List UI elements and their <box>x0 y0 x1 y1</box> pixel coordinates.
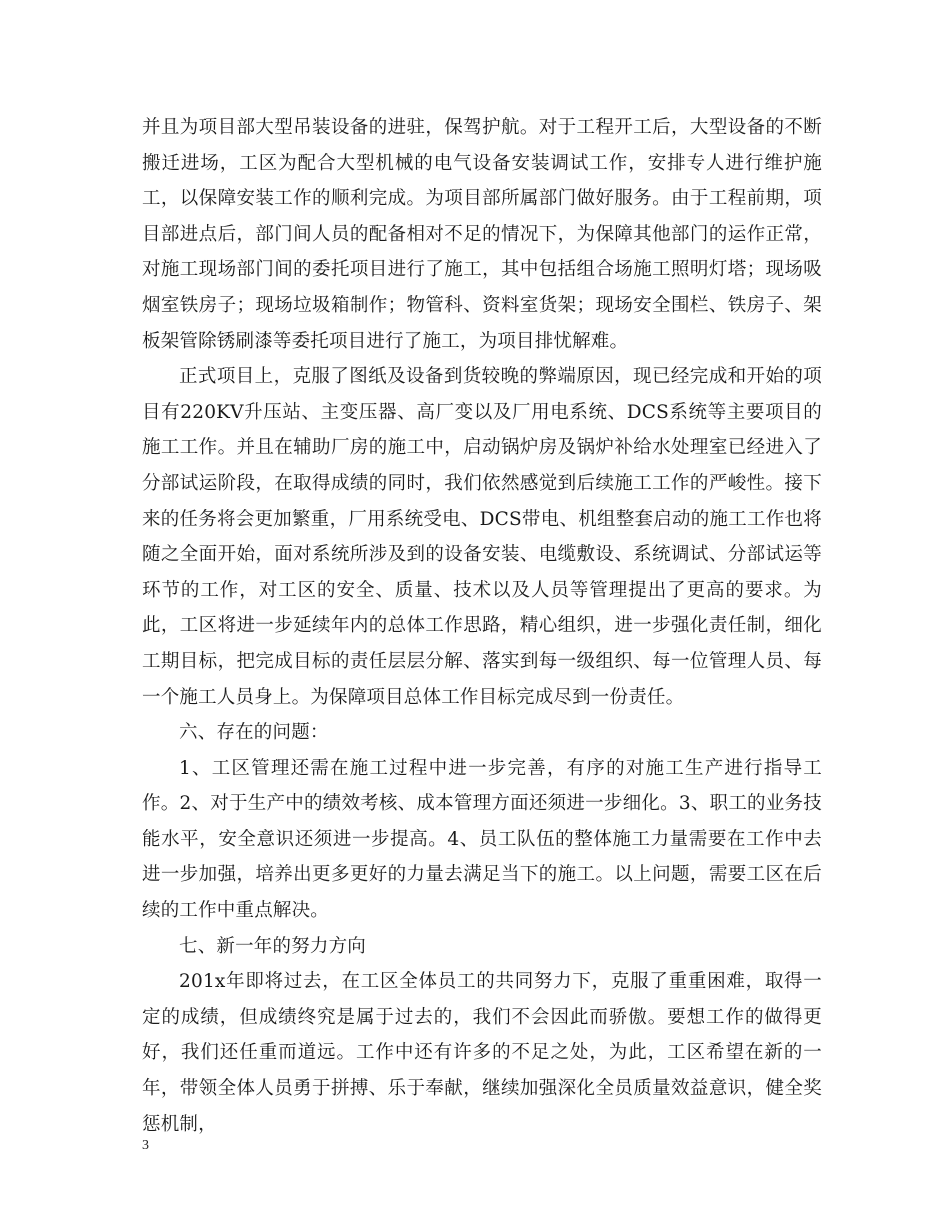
paragraph-formal-project: 正式项目上，克服了图纸及设备到货较晚的弊端原因，现已经完成和开始的项目有220KV升压站、主变压器、高厂变以及厂用电系统、DCS系统等主要项目的施工工作。并且在辅助厂房的施工中，启动锅炉房及锅炉补给水处理室已经进入了分部试运阶段，在取得成绩的同时，我们依然感觉到后续施工工作的严峻性。接下来的任务将会更加繁重，厂用系统受电、DCS带电、机组整套启动的施工工作也将随之全面开始，面对系统所涉及到的设备安装、电缆敷设、系统调试、分部试运等环节的工作，对工区的安全、质量、技术以及人员等管理提出了更高的要求。为此，工区将进一步延续年内的总体工作思路，精心组织，进一步强化责任制，细化工期目标，把完成目标的责任层层分解、落实到每一级组织、每一位管理人员、每一个施工人员身上。为保障项目总体工作目标完成尽到一份责任。 <box>142 366 822 708</box>
page-number: 3 <box>142 1138 149 1153</box>
paragraph-problems-list: 1、工区管理还需在施工过程中进一步完善，有序的对施工生产进行指导工作。2、对于生产中的绩效考核、成本管理方面还须进一步细化。3、职工的业务技能水平，安全意识还须进一步提高。4、员工队伍的整体施工力量需要在工作中去进一步加强，培养出更多更好的力量去满足当下的施工。以上问题，需要工区在后续的工作中重点解决。 <box>142 757 822 922</box>
document-body <box>142 110 822 1142</box>
paragraph-new-year: 201x年即将过去，在工区全体员工的共同努力下，克服了重重困难，取得一定的成绩，但成绩终究是属于过去的，我们不会因此而骄傲。要想工作的做得更好，我们还任重而道远。工作中还有许多的不足之处，为此，工区希望在新的一年，带领全体人员勇于拼搏、乐于奉献，继续加强深化全员质量效益意识，健全奖惩机制， <box>142 971 822 1135</box>
section-heading-new-year-direction: 七、新一年的努力方向 <box>179 935 367 957</box>
section-heading-existing-problems: 六、存在的问题： <box>179 722 329 744</box>
paragraph-project-support: 并且为项目部大型吊装设备的进驻，保驾护航。对于工程开工后，大型设备的不断搬迁进场，工区为配合大型机械的电气设备安装调试工作，安排专人进行维护施工，以保障安装工作的顺利完成。为项目部所属部门做好服务。由于工程前期，项目部进点后，部门间人员的配备相对不足的情况下，为保障其他部门的运作正常，对施工现场部门间的委托项目进行了施工，其中包括组合场施工照明灯塔；现场吸烟室铁房子；现场垃圾箱制作；物管科、资料室货架；现场安全围栏、铁房子、架板架管除锈刷漆等委托项目进行了施工，为项目排忧解难。 <box>142 117 822 352</box>
